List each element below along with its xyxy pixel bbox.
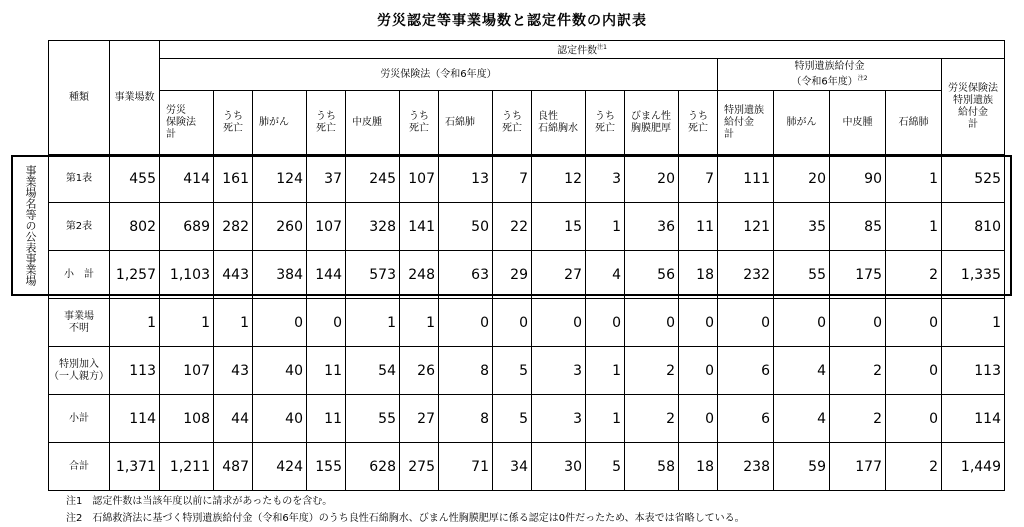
table-cell: 35 xyxy=(774,203,830,251)
table-cell: 245 xyxy=(346,155,400,203)
table-cell: 4 xyxy=(774,395,830,443)
table-cell: 0 xyxy=(830,299,886,347)
table-cell: 0 xyxy=(679,299,718,347)
table-cell: 2 xyxy=(625,347,679,395)
breakdown-table xyxy=(48,40,1005,491)
row-label: 第2表 xyxy=(49,203,110,251)
table-cell: 63 xyxy=(439,251,493,299)
table-cell: 18 xyxy=(679,251,718,299)
table-cell: 114 xyxy=(110,395,160,443)
table-cell: 689 xyxy=(160,203,214,251)
table-cell: 1,211 xyxy=(160,443,214,491)
table-cell: 22 xyxy=(493,203,532,251)
table-row xyxy=(49,443,1005,491)
table-cell: 5 xyxy=(493,395,532,443)
table-cell: 0 xyxy=(493,299,532,347)
public-sites-label: 事業場名等の公表事業場 xyxy=(24,164,37,286)
table-cell: 175 xyxy=(830,251,886,299)
row-label: 事業場 不明 xyxy=(49,299,110,347)
table-cell: 18 xyxy=(679,443,718,491)
table-cell: 27 xyxy=(532,251,586,299)
table-cell: 107 xyxy=(400,155,439,203)
header-special: 特別遺族給付金 （令和6年度）$^{注2}$ xyxy=(718,59,942,91)
table-cell: 2 xyxy=(830,395,886,443)
table-cell: 107 xyxy=(160,347,214,395)
table-cell: 124 xyxy=(253,155,307,203)
table-cell: 0 xyxy=(439,299,493,347)
table-cell: 107 xyxy=(307,203,346,251)
table-cell: 282 xyxy=(214,203,253,251)
table-cell: 26 xyxy=(400,347,439,395)
table-cell: 2 xyxy=(625,395,679,443)
table-cell: 4 xyxy=(774,347,830,395)
table-cell: 1 xyxy=(160,299,214,347)
table-cell: 424 xyxy=(253,443,307,491)
table-cell: 1 xyxy=(886,155,942,203)
table-cell: 5 xyxy=(493,347,532,395)
header-sp-lung: 肺がん xyxy=(774,91,830,155)
header-pleural: 良性 石綿胸水 xyxy=(532,91,586,155)
table-cell: 0 xyxy=(586,299,625,347)
table-cell: 4 xyxy=(586,251,625,299)
table-cell: 15 xyxy=(532,203,586,251)
table-cell: 114 xyxy=(942,395,1005,443)
table-cell: 6 xyxy=(718,395,774,443)
table-cell: 12 xyxy=(532,155,586,203)
table-cell: 1,449 xyxy=(942,443,1005,491)
table-cell: 121 xyxy=(718,203,774,251)
row-label: 合計 xyxy=(49,443,110,491)
table-cell: 5 xyxy=(586,443,625,491)
table-cell: 59 xyxy=(774,443,830,491)
table-cell: 0 xyxy=(886,299,942,347)
table-cell: 71 xyxy=(439,443,493,491)
header-kind: 種類 xyxy=(49,41,110,155)
row-label: 第1表 xyxy=(49,155,110,203)
header-meso: 中皮腫 xyxy=(346,91,400,155)
table-cell: 0 xyxy=(253,299,307,347)
table-cell: 8 xyxy=(439,347,493,395)
header-deaths: うち 死亡 xyxy=(493,91,532,155)
header-lung: 肺がん xyxy=(253,91,307,155)
table-cell: 455 xyxy=(110,155,160,203)
table-cell: 0 xyxy=(718,299,774,347)
table-cell: 0 xyxy=(532,299,586,347)
header-sp-asbestosis: 石綿肺 xyxy=(886,91,942,155)
table-cell: 27 xyxy=(400,395,439,443)
table-cell: 13 xyxy=(439,155,493,203)
table-cell: 1 xyxy=(110,299,160,347)
table-cell: 1 xyxy=(400,299,439,347)
table-cell: 275 xyxy=(400,443,439,491)
table-cell: 2 xyxy=(830,347,886,395)
footnote-1: 注1 認定件数は当該年度以前に請求があったものを含む。 xyxy=(66,496,333,507)
table-row xyxy=(49,251,1005,299)
header-total: 労災保険法 特別遺族 給付金 計 xyxy=(942,59,1005,155)
header-cert-count: 認定件数$^{注1}$ xyxy=(160,41,1005,59)
table-cell: 177 xyxy=(830,443,886,491)
table-cell: 1,103 xyxy=(160,251,214,299)
table-cell: 111 xyxy=(718,155,774,203)
table-cell: 1 xyxy=(586,203,625,251)
table-cell: 113 xyxy=(110,347,160,395)
table-cell: 443 xyxy=(214,251,253,299)
table-cell: 40 xyxy=(253,347,307,395)
table-cell: 248 xyxy=(400,251,439,299)
table-cell: 3 xyxy=(532,395,586,443)
table-row xyxy=(49,347,1005,395)
table-cell: 11 xyxy=(307,395,346,443)
table-cell: 50 xyxy=(439,203,493,251)
table-cell: 2 xyxy=(886,251,942,299)
table-body xyxy=(49,155,1005,491)
table-cell: 43 xyxy=(214,347,253,395)
row-label: 小計 xyxy=(49,395,110,443)
table-cell: 108 xyxy=(160,395,214,443)
table-cell: 0 xyxy=(679,347,718,395)
table-cell: 0 xyxy=(625,299,679,347)
table-cell: 1 xyxy=(942,299,1005,347)
table-cell: 54 xyxy=(346,347,400,395)
table-cell: 11 xyxy=(679,203,718,251)
table-row xyxy=(49,395,1005,443)
table-cell: 56 xyxy=(625,251,679,299)
table-cell: 40 xyxy=(253,395,307,443)
header-sites: 事業場数 xyxy=(110,41,160,155)
table-cell: 6 xyxy=(718,347,774,395)
table-cell: 232 xyxy=(718,251,774,299)
table-cell: 30 xyxy=(532,443,586,491)
table-cell: 161 xyxy=(214,155,253,203)
table-cell: 29 xyxy=(493,251,532,299)
table-cell: 44 xyxy=(214,395,253,443)
table-cell: 1 xyxy=(214,299,253,347)
table-cell: 3 xyxy=(532,347,586,395)
table-cell: 11 xyxy=(307,347,346,395)
table-cell: 487 xyxy=(214,443,253,491)
header-rosai-law: 労災保険法（令和6年度） xyxy=(160,59,718,91)
header-deaths: うち 死亡 xyxy=(679,91,718,155)
table-cell: 7 xyxy=(493,155,532,203)
table-cell: 1,371 xyxy=(110,443,160,491)
table-cell: 1 xyxy=(586,395,625,443)
table-cell: 55 xyxy=(774,251,830,299)
header-asbestosis: 石綿肺 xyxy=(439,91,493,155)
header-deaths: うち 死亡 xyxy=(400,91,439,155)
row-label: 小 計 xyxy=(49,251,110,299)
header-sp-total: 特別遺族 給付金 計 xyxy=(718,91,774,155)
table-cell: 1 xyxy=(346,299,400,347)
table-row xyxy=(49,203,1005,251)
table-cell: 58 xyxy=(625,443,679,491)
table-cell: 2 xyxy=(886,443,942,491)
table-row xyxy=(49,155,1005,203)
table-cell: 628 xyxy=(346,443,400,491)
table-cell: 573 xyxy=(346,251,400,299)
table-cell: 328 xyxy=(346,203,400,251)
table-row xyxy=(49,299,1005,347)
table-cell: 55 xyxy=(346,395,400,443)
header-deaths: うち 死亡 xyxy=(307,91,346,155)
table-cell: 1 xyxy=(886,203,942,251)
row-label: 特別加入 （一人親方） xyxy=(49,347,110,395)
table-cell: 414 xyxy=(160,155,214,203)
table-cell: 113 xyxy=(942,347,1005,395)
table-cell: 141 xyxy=(400,203,439,251)
table-cell: 155 xyxy=(307,443,346,491)
header-diffuse: びまん性 胸膜肥厚 xyxy=(625,91,679,155)
header-rosai-total: 労災 保険法 計 xyxy=(160,91,214,155)
header-sp-meso: 中皮腫 xyxy=(830,91,886,155)
table-cell: 0 xyxy=(886,395,942,443)
table-cell: 525 xyxy=(942,155,1005,203)
table-cell: 1,257 xyxy=(110,251,160,299)
header-deaths: うち 死亡 xyxy=(214,91,253,155)
table-cell: 384 xyxy=(253,251,307,299)
table-cell: 260 xyxy=(253,203,307,251)
table-cell: 8 xyxy=(439,395,493,443)
table-cell: 20 xyxy=(774,155,830,203)
table-cell: 7 xyxy=(679,155,718,203)
table-cell: 810 xyxy=(942,203,1005,251)
table-cell: 37 xyxy=(307,155,346,203)
table-cell: 3 xyxy=(586,155,625,203)
table-cell: 0 xyxy=(679,395,718,443)
table-cell: 36 xyxy=(625,203,679,251)
page-title: 労災認定等事業場数と認定件数の内訳表 xyxy=(377,13,647,29)
table-cell: 20 xyxy=(625,155,679,203)
table-cell: 802 xyxy=(110,203,160,251)
footnote-2: 注2 石綿救済法に基づく特別遺族給付金（令和6年度）のうち良性石綿胸水、びまん性胸膜肥厚に係る認定は0件だったため、本表では省略している。 xyxy=(66,513,745,524)
table-cell: 34 xyxy=(493,443,532,491)
table-cell: 0 xyxy=(886,347,942,395)
table-cell: 0 xyxy=(774,299,830,347)
table-cell: 0 xyxy=(307,299,346,347)
table-cell: 90 xyxy=(830,155,886,203)
header-deaths: うち 死亡 xyxy=(586,91,625,155)
table-cell: 238 xyxy=(718,443,774,491)
table-cell: 1,335 xyxy=(942,251,1005,299)
table-cell: 85 xyxy=(830,203,886,251)
table-cell: 1 xyxy=(586,347,625,395)
table-cell: 144 xyxy=(307,251,346,299)
